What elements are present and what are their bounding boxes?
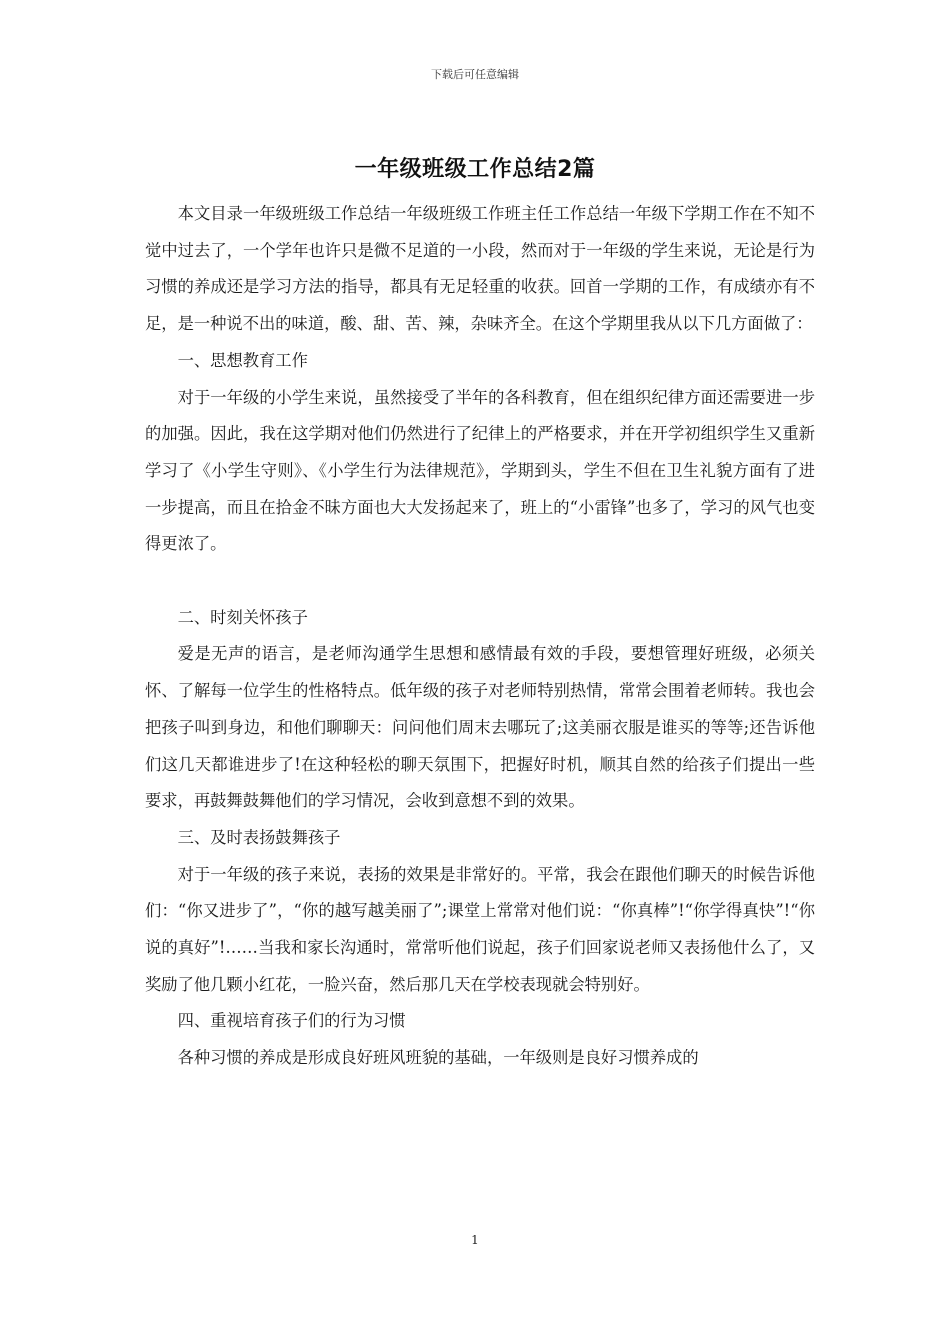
section-heading-1: 一、思想教育工作 [177, 350, 308, 370]
page-number: 1 [471, 1233, 479, 1247]
section-2-paragraph: 爱是无声的语言，是老师沟通学生思想和感情最有效的手段，要想管理好班级，必须关怀、了解每一位学生的性格特点。低年级的孩子对老师特别热情，常常会围着老师转。我也会把孩子叫到身边，和他们聊聊天：问问他们周末去哪玩了;这美丽衣服是谁买的等等;还告诉他们这几天都谁进步了!在这种轻松的聊天氛围下，把握好时机，顺其自然的给孩子们提出一些要求，再鼓舞鼓舞他们的学习情况，会收到意想不到的效果。 [145, 644, 815, 811]
section-heading-4: 四、重视培育孩子们的行为习惯 [177, 1011, 406, 1031]
section-4-paragraph: 各种习惯的养成是形成良好班风班貌的基础，一年级则是良好习惯养成的 [177, 1048, 699, 1068]
section-3-paragraph: 对于一年级的孩子来说，表扬的效果是非常好的。平常，我会在跟他们聊天的时候告诉他们：“你又进步了”，“你的越写越美丽了”;课堂上常常对他们说：“你真棒”!“你学得真快”!“你说的真好”!……当我和家长沟通时，常常听他们说起，孩子们回家说老师又表扬他什么了，又奖励了他几颗小红花，一脸兴奋，然后那几天在学校表现就会特别好。 [145, 864, 815, 994]
blank-line [145, 563, 815, 600]
section-heading-3: 三、及时表扬鼓舞孩子 [177, 827, 341, 847]
section-heading-2: 二、时刻关怀孩子 [177, 607, 308, 627]
document-title: 一年级班级工作总结2篇 [354, 157, 596, 182]
document-body [145, 196, 815, 1077]
section-1-paragraph: 对于一年级的小学生来说，虽然接受了半年的各科教育，但在组织纪律方面还需要进一步的加强。因此，我在这学期对他们仍然进行了纪律上的严格要求，并在开学初组织学生又重新学习了《小学生守则》、《小学生行为法律规范》，学期到头，学生不但在卫生礼貌方面有了进一步提高，而且在拾金不昧方面也大大发扬起来了，班上的“小雷锋”也多了，学习的风气也变得更浓了。 [145, 387, 815, 554]
page-header-note: 下载后可任意编辑 [431, 68, 519, 81]
intro-paragraph: 本文目录一年级班级工作总结一年级班级工作班主任工作总结一年级下学期工作在不知不觉中过去了，一个学年也许只是微不足道的一小段，然而对于一年级的学生来说，无论是行为习惯的养成还是学习方法的指导，都具有无足轻重的收获。回首一学期的工作，有成绩亦有不足，是一种说不出的味道，酸、甜、苦、辣，杂味齐全。在这个学期里我从以下几方面做了： [145, 204, 815, 334]
